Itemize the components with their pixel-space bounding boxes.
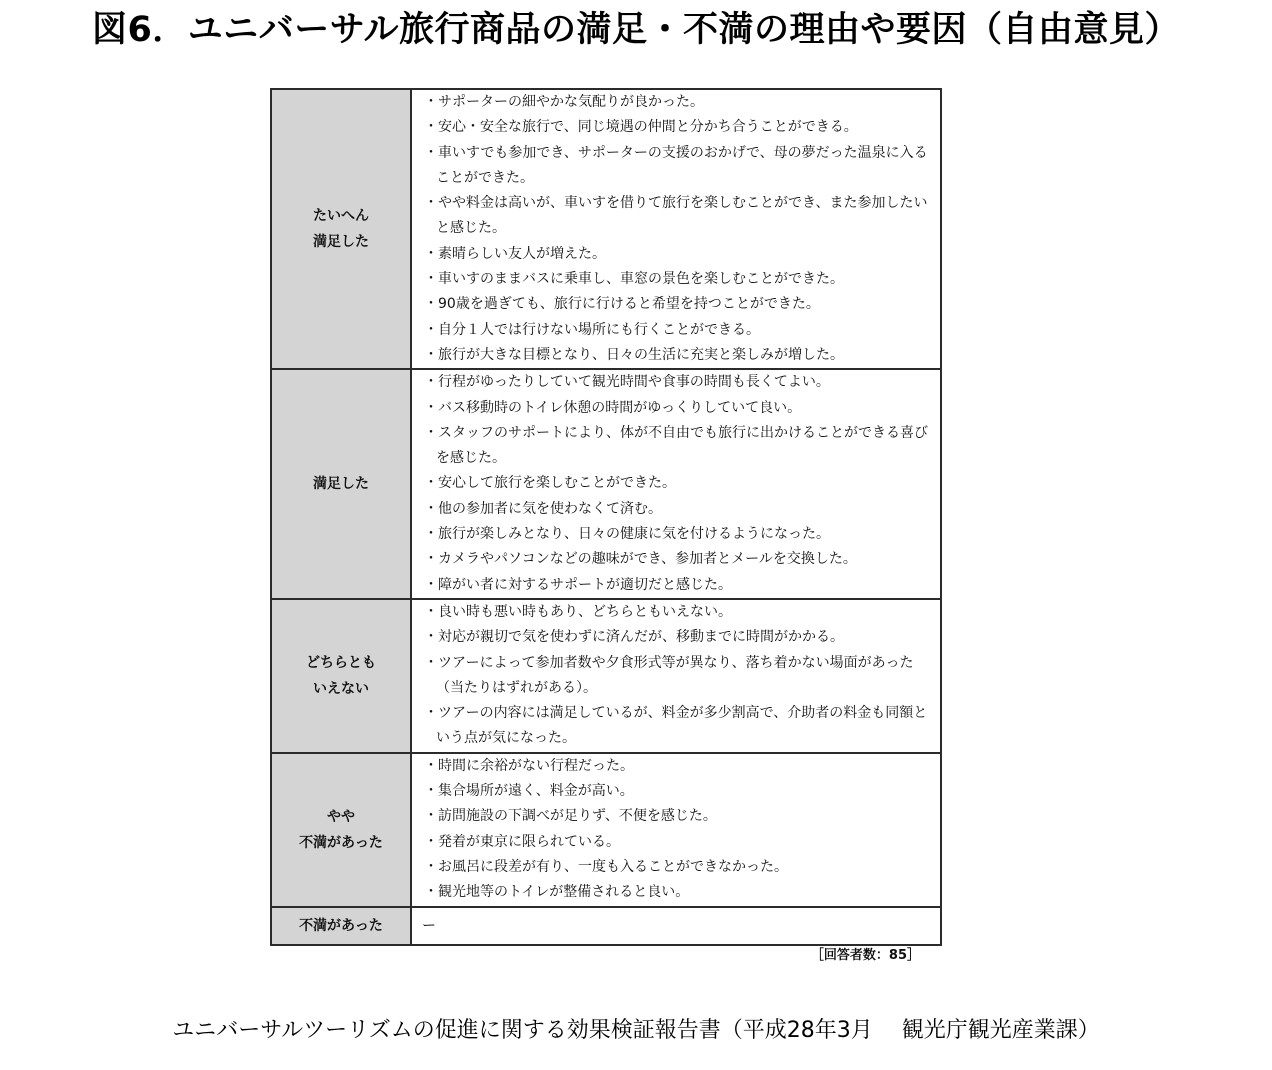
list-item: ・時間に余裕がない行程だった。 xyxy=(424,757,634,774)
items-cell xyxy=(411,599,941,753)
category-label: やや xyxy=(327,808,355,825)
list-item: ・ツアーの内容には満足しているが、料金が多少割高で、介助者の料金も同額という点が気になった。 xyxy=(424,705,928,747)
table-row xyxy=(271,907,941,945)
category-label: 満足した xyxy=(313,234,369,251)
category-label: いえない xyxy=(313,680,369,697)
list-item: ・旅行が楽しみとなり、日々の健康に気を付けるようになった。 xyxy=(424,526,830,543)
category-cell xyxy=(271,753,411,907)
list-item: ・観光地等のトイレが整備されると良い。 xyxy=(424,884,690,901)
list-item: ・やや料金は高いが、車いすを借りて旅行を楽しむことができ、また参加したいと感じた。 xyxy=(424,195,928,237)
table-row xyxy=(271,89,941,369)
table-row xyxy=(271,369,941,599)
category-cell xyxy=(271,369,411,599)
list-item: ・車いすでも参加でき、サポーターの支援のおかげで、母の夢だった温泉に入ることができた。 xyxy=(424,144,928,186)
category-label: 不満があった xyxy=(299,834,383,851)
list-item: ー xyxy=(422,917,436,934)
list-item: ・訪問施設の下調べが足りず、不便を感じた。 xyxy=(424,808,717,825)
list-item: ・良い時も悪い時もあり、どちらともいえない。 xyxy=(424,603,732,620)
category-cell xyxy=(271,907,411,945)
items-cell xyxy=(411,907,941,945)
table-row xyxy=(271,753,941,907)
category-label: 満足した xyxy=(313,476,369,493)
survey-table xyxy=(270,88,942,946)
list-item: ・安心・安全な旅行で、同じ境遇の仲間と分かち合うことができる。 xyxy=(424,119,858,136)
list-item: ・旅行が大きな目標となり、日々の生活に充実と楽しみが増した。 xyxy=(424,346,844,363)
items-cell xyxy=(411,89,941,369)
list-item: ・サポーターの細やかな気配りが良かった。 xyxy=(424,94,704,110)
list-item: ・お風呂に段差が有り、一度も入ることができなかった。 xyxy=(424,858,788,875)
list-item: ・カメラやパソコンなどの趣味ができ、参加者とメールを交換した。 xyxy=(424,551,857,568)
items-cell xyxy=(411,369,941,599)
category-label: たいへん xyxy=(313,208,369,225)
category-label: 不満があった xyxy=(299,917,383,934)
list-item: ・素晴らしい友人が増えた。 xyxy=(424,245,606,262)
list-item: ・発着が東京に限られている。 xyxy=(424,833,620,850)
page-title: 図6．ユニバーサル旅行商品の満足・不満の理由や要因（自由意見） xyxy=(91,10,1181,50)
list-item: ・90歳を過ぎても、旅行に行けると希望を持つことができた。 xyxy=(424,296,820,313)
list-item: ・スタッフのサポートにより、体が不自由でも旅行に出かけることができる喜びを感じた。 xyxy=(424,424,928,467)
list-item: ・他の参加者に気を使わなくて済む。 xyxy=(424,500,662,517)
source-citation: ユニバーサルツーリズムの促進に関する効果検証報告書（平成28年3月 観光庁観光産業課） xyxy=(172,1018,1100,1043)
list-item: ・自分１人では行けない場所にも行くことができる。 xyxy=(424,321,760,338)
table-row xyxy=(271,599,941,753)
list-item: ・バス移動時のトイレ休憩の時間がゆっくりしていて良い。 xyxy=(424,399,802,416)
items-cell xyxy=(411,753,941,907)
list-item: ・ツアーによって参加者数や夕食形式等が異なり、落ち着かない場面があった（当たりはずれがある）。 xyxy=(424,654,914,696)
list-item: ・安心して旅行を楽しむことができた。 xyxy=(424,475,676,492)
list-item: ・対応が親切で気を使わずに済んだが、移動までに時間がかかる。 xyxy=(424,629,844,646)
list-item: ・行程がゆったりしていて観光時間や食事の時間も長くてよい。 xyxy=(424,374,830,391)
list-item: ・車いすのままバスに乗車し、車窓の景色を楽しむことができた。 xyxy=(424,271,844,288)
category-cell xyxy=(271,599,411,753)
respondent-count: ［回答者数：85］ xyxy=(810,948,920,963)
category-cell xyxy=(271,89,411,369)
category-label: どちらとも xyxy=(306,654,376,671)
list-item: ・集合場所が遠く、料金が高い。 xyxy=(424,783,634,800)
list-item: ・障がい者に対するサポートが適切だと感じた。 xyxy=(424,576,732,593)
